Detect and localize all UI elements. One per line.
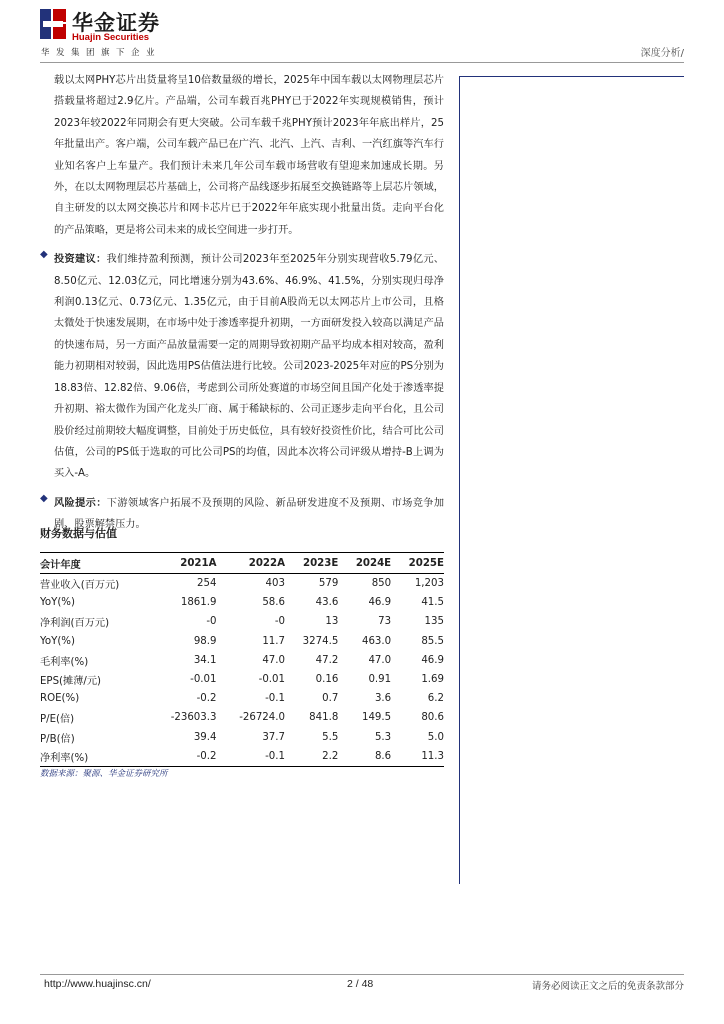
row-label-cell: YoY(%)	[40, 597, 75, 609]
investment-advice-paragraph	[54, 249, 444, 484]
table-row	[40, 632, 444, 651]
huajin-logo-icon	[40, 9, 66, 39]
value-cell: 135	[424, 616, 444, 628]
value-cell: 5.0	[427, 731, 444, 743]
header-cell: 2021A	[148, 553, 217, 574]
value-cell: 850	[371, 578, 392, 590]
header-cell: 2022A	[217, 553, 286, 574]
value-cell: -0	[274, 616, 285, 628]
value-cell: 0.16	[315, 674, 339, 686]
table-row	[40, 708, 444, 727]
value-cell: 254	[197, 578, 217, 590]
brand-subtitle: 华发集团旗下企业	[41, 48, 162, 58]
table-header-row	[40, 553, 444, 574]
value-cell: 8.6	[338, 747, 391, 767]
investment-advice-section	[40, 249, 444, 484]
page-number: 2 / 48	[347, 978, 374, 990]
value-cell: 46.9	[421, 654, 444, 666]
value-cell: 13	[325, 616, 339, 628]
table-row	[40, 689, 444, 708]
row-label-cell: 毛利率(%)	[40, 656, 89, 668]
value-cell: 403	[265, 578, 285, 590]
brand-name-cn: 华金证券	[72, 11, 160, 35]
value-cell: 1.69	[421, 674, 444, 686]
value-cell: 43.6	[315, 597, 339, 609]
value-cell: 3274.5	[302, 635, 339, 647]
header-cell: 2024E	[338, 553, 391, 574]
row-label-cell: 净利率(%)	[40, 747, 148, 767]
row-label-cell: 营业收入(百万元)	[40, 580, 120, 592]
table-row	[40, 747, 444, 767]
table-row	[40, 670, 444, 689]
value-cell: 841.8	[309, 712, 339, 724]
financial-table	[40, 552, 444, 767]
continuation-paragraph: 载以太网PHY芯片出货量将呈10倍数量级的增长，2025年中国车载以太网物理层芯片搭载量将超过2.9亿片。产品端，公司车载百兆PHY已于2022年实现规模销售，预计2023年较2022年同期会有更大突破。公司车载千兆PHY预计2023年年底出样片，25年批量出产。客户端，公司车载产品已在广汽、北汽、上汽、吉利、一汽红旗等汽车行业知名客户上车量产。我们预计未来几年公司车载市场营收有望迎来加速成长期。另外，在以太网物理层芯片基础上，公司将产品线逐步拓展至交换链路等上层芯片领域，自主研发的以太网交换芯片和网卡芯片已于2022年年底实现小批量出货。走向平台化的产品策略，更是将公司未来的成长空间进一步打开。	[54, 75, 444, 236]
table-row	[40, 728, 444, 747]
value-cell: 149.5	[361, 712, 392, 724]
value-cell: 579	[318, 578, 339, 590]
value-cell: 73	[378, 616, 392, 628]
value-cell: -0.1	[217, 747, 286, 767]
value-cell: 3.6	[374, 693, 392, 705]
value-cell: 5.5	[322, 731, 339, 743]
header-cell: 2023E	[285, 553, 338, 574]
value-cell: 0.7	[322, 693, 339, 705]
value-cell: 0.91	[368, 674, 392, 686]
value-cell: 98.9	[193, 635, 217, 647]
brand-name-en: Huajin Securities	[72, 32, 150, 43]
value-cell: -0.1	[265, 693, 285, 705]
investment-advice-title: 投资建议：	[54, 254, 107, 266]
value-cell: 47.2	[315, 654, 339, 666]
value-cell: -26724.0	[239, 712, 285, 724]
row-label-cell: P/B(倍)	[40, 733, 75, 745]
diamond-bullet-icon: ◆	[40, 492, 48, 504]
row-label-cell: YoY(%)	[40, 635, 75, 647]
diamond-bullet-icon: ◆	[40, 249, 48, 261]
document-type: 深度分析/	[640, 48, 684, 59]
risk-title: 风险提示：	[54, 497, 107, 509]
table-row	[40, 593, 444, 612]
financial-table-title: 财务数据与估值	[40, 527, 117, 540]
row-label-cell: 净利润(百万元)	[40, 618, 110, 630]
disclaimer-note: 请务必阅读正文之后的免责条款部分	[531, 981, 684, 992]
value-cell: -0	[206, 616, 217, 628]
row-label-cell: EPS(摊薄/元)	[40, 676, 101, 688]
value-cell: -23603.3	[170, 712, 217, 724]
value-cell: -0.2	[196, 693, 217, 705]
value-cell: 5.3	[374, 731, 392, 743]
row-label-cell: ROE(%)	[40, 693, 80, 705]
value-cell: 47.0	[368, 654, 392, 666]
value-cell: 37.7	[262, 731, 285, 743]
sidebar-divider	[459, 76, 460, 884]
value-cell: -0.01	[258, 674, 285, 686]
value-cell: 46.9	[368, 597, 392, 609]
value-cell: 11.3	[391, 747, 444, 767]
main-content	[40, 70, 444, 536]
value-cell: 58.6	[262, 597, 285, 609]
value-cell: 2.2	[285, 747, 338, 767]
investment-advice-text: 我们维持盈利预测，预计公司2023年至2025年分别实现营收5.79亿元、8.50亿元、12.03亿元，同比增速分别为43.6%、46.9%、41.5%，分别实现归母净利润0.13亿元、0.73亿元、1.35亿元，由于目前A股尚无以太网芯片上市公司，且格太微处于快速发展期，在市场中处于渗透率提升初期，一方面研发投入较高以满足产品的快速布局，另一方面产品放量需要一定的周期导致初期产品平均成本相对较高，盈利能力初期相对较弱，因此选用PS估值法进行比较。公司2023-2025年对应的PS分别为18.83倍、12.82倍、9.06倍，考虑到公司所处赛道的市场空间且国产化处于渗透率提升初期、裕太微作为国产化龙头厂商、属于稀缺标的、公司正逐步走向平台化，且公司股价经过前期较大幅度调整，目前处于历史低位，具有较好投资性价比，结合可比公司估值，公司的PS低于选取的可比公司PS的均值，因此本次将公司评级从增持-B上调为买入-A。	[54, 254, 444, 480]
data-source-note: 数据来源：聚源、华金证券研究所	[40, 769, 168, 779]
value-cell: 47.0	[262, 654, 285, 666]
header-cell: 会计年度	[40, 553, 148, 574]
value-cell: 1,203	[414, 578, 444, 590]
footer-website-link[interactable]: http://www.huajinsc.cn/	[44, 978, 151, 990]
value-cell: 1861.9	[180, 597, 217, 609]
risk-text: 下游领域客户拓展不及预期的风险、新品研发进度不及预期、市场竞争加剧、股票解禁压力。	[54, 497, 445, 531]
value-cell: 80.6	[421, 712, 444, 724]
footer-divider	[40, 974, 684, 975]
value-cell: 463.0	[361, 635, 392, 647]
value-cell: 11.7	[262, 635, 285, 647]
header-divider	[40, 62, 684, 63]
value-cell: 41.5	[421, 597, 444, 609]
value-cell: 6.2	[427, 693, 444, 705]
header-cell: 2025E	[391, 553, 444, 574]
value-cell: 34.1	[193, 654, 217, 666]
sidebar-top-rule	[459, 76, 684, 77]
value-cell: 85.5	[421, 635, 444, 647]
value-cell: -0.2	[148, 747, 217, 767]
table-row	[40, 651, 444, 670]
value-cell: -0.01	[190, 674, 217, 686]
value-cell: 39.4	[193, 731, 217, 743]
table-row	[40, 612, 444, 631]
table-row	[40, 574, 444, 594]
row-label-cell: P/E(倍)	[40, 714, 75, 726]
